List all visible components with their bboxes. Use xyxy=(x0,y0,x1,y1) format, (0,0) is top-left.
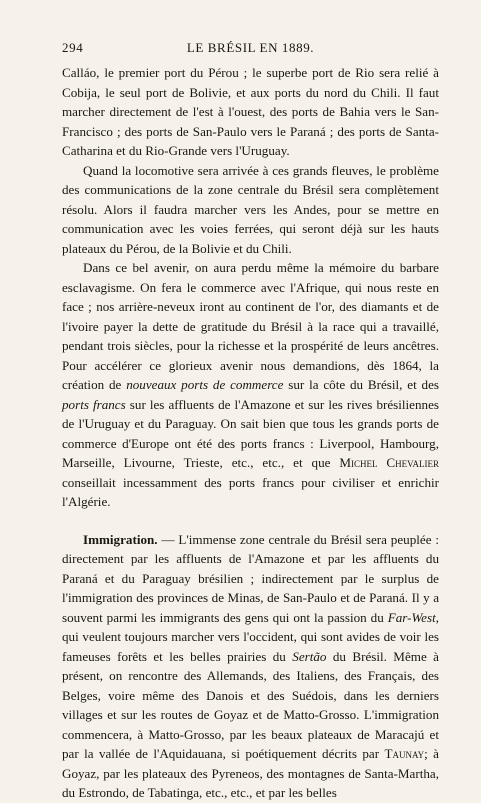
text-run: sur la côte du Brésil, et des xyxy=(288,377,439,392)
text-run: — L'immense zone centrale du Brésil sera peuplée : directement par les affluents de l'Amazone et par les affluents du Paraná et du Paraguay brésilien ; indirectement par le surplus de l'immigration des provinces de Minas, de San-Paulo et de Paraná. Il y a souvent parmi les immigrants des gens qui ont la passion du xyxy=(62,531,440,625)
author-name: Taunay xyxy=(384,746,425,761)
italic-term: Sertão xyxy=(292,648,327,664)
paragraph-locomotive: Quand la locomotive sera arrivée à ces grands fleuves, le problème des communications de la zone centrale du Brésil sera complètement résolu. Alors il faudra marcher vers les Andes, pour se mettre en communication avec les voies ferrées, qui seront déjà sur les hauts plateaux du Pérou, de la Bolivie et du Chili. xyxy=(62,162,439,256)
text-run: du Brésil. Même à présent, on rencontre des Allemands, des Italiens, des Français, des Belges, voire même des Danois et des Suédois, dans les derniers villages et sur les routes de Goyaz et de Matto-Grosso. L'immigration commencera, à Matto-Grosso, par les beaux plateaux de Maracajú et par la vallée de l'Aquidauana, si poétiquement décrits par xyxy=(62,648,439,761)
text-run: sur les affluents de l'Amazone et sur les rives brésiliennes de l'Uruguay et du Paraguay. On sait bien que tous les grands ports de commerce d'Europe ont été des ports francs : Liverpool, Hambourg, Marseille, Livourne, Trieste, etc., etc., et que xyxy=(62,396,439,470)
text-run: conseillait incessamment des ports francs pour civiliser et enrichir l'Algérie. xyxy=(62,474,439,509)
page-number: 294 xyxy=(62,40,84,55)
paragraph-immigration xyxy=(62,530,439,803)
paragraph-continued: Calláo, le premier port du Pérou ; le superbe port de Rio sera relié à Cobija, le seul port de Bolivie, et aux ports du nord du Chili. Il faut marcher directement de l'est à l'ouest, des ports de Bahia vers le San-Francisco ; des ports de San-Paulo vers le Paraná ; des ports de Santa-Catharina et du Rio-Grande vers l'Uruguay. xyxy=(62,65,439,158)
section-gap xyxy=(62,512,439,530)
italic-term: Far-West xyxy=(387,609,436,625)
running-title: LE BRÉSIL EN 1889. xyxy=(186,40,315,55)
author-name: Michel Chevalier xyxy=(339,455,440,470)
section-heading: Immigration. xyxy=(83,531,158,547)
text-run: , qui veulent toujours marcher vers l'occident, qui sont avides de voir les fameuses forêts et les belles prairies du xyxy=(62,609,439,664)
text-run: ; à Goyaz, par les plateaux des Pyreneos, des montagnes de Santa-Martha, du Estrondo, de Tabatinga, etc., etc., et par les belles xyxy=(62,746,439,800)
text-run: Dans ce bel avenir, on aura perdu même la mémoire du barbare esclavagisme. On fera le commerce avec l'Afrique, qui nous reste en face ; nos arrière-neveux iront au continent de l'or, des diamants et de l'ivoire payer la dette de gratitude du Brésil à la race qui a travaillé, pendant trois siècles, pour la richesse et la prospérité de leurs ancêtres. Pour accélérer ce glorieux avenir nous demandions, dès 1864, la création de xyxy=(62,260,439,392)
italic-term: nouveaux ports de commerce xyxy=(126,377,284,392)
page-body xyxy=(62,63,439,803)
italic-term: ports francs xyxy=(62,396,126,412)
paragraph-avenir xyxy=(62,258,439,512)
